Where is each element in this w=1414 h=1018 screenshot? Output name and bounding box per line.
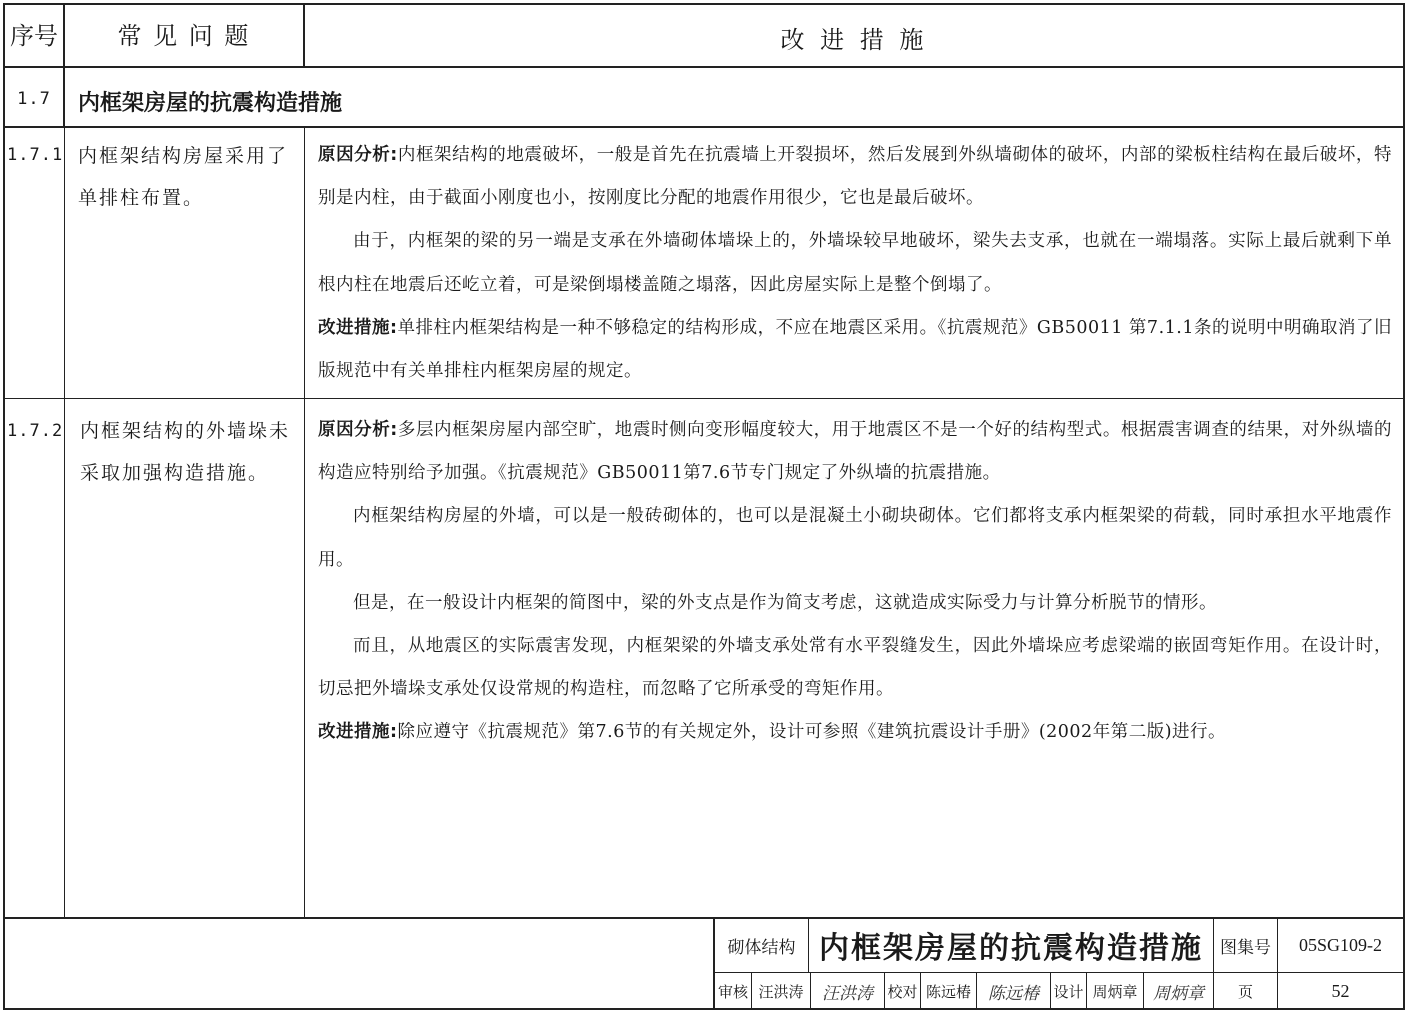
row-number: 1.7.2	[7, 421, 64, 441]
title-block-atlas-label: 图集号	[1220, 937, 1271, 958]
measure-paragraph: 改进措施:单排柱内框架结构是一种不够稳定的结构形成，不应在地震区采用。《抗震规范》GB50011 第7.1.1条的说明中明确取消了旧版规范中有关单排柱内框架房屋的规定。	[318, 317, 1392, 382]
measure-label: 改进措施:	[318, 317, 398, 338]
check-name: 陈远椿	[925, 983, 971, 1001]
cause-label: 原因分析:	[318, 145, 398, 165]
check-signature: 陈远椿	[988, 984, 1039, 1004]
cause-paragraph: 原因分析:多层内框架房屋内部空旷，地震时侧向变形幅度较大，用于地震区不是一个好的结构型式。根据震害调查的结果，对外纵墙的构造应特别给予加强。《抗震规范》GB50011第7.6节专门规定了外纵墙的抗震措施。	[318, 420, 1393, 484]
problem-text: 内框架结构房屋采用了 单排柱布置。	[78, 145, 289, 209]
design-signature: 周炳章	[1153, 984, 1204, 1004]
measure-label: 改进措施:	[318, 722, 398, 743]
cause-paragraph: 而且，从地震区的实际震害发现，内框架梁的外墙支承处常有水平裂缝发生，因此外墙垛应考虑梁端的嵌固弯矩作用。在设计时，切忌把外墙垛支承处仅设常规的构造柱，而忽略了它所承受的弯矩作用。	[318, 636, 1392, 700]
design-name: 周炳章	[1092, 983, 1138, 1001]
measure-paragraph: 改进措施:除应遵守《抗震规范》第7.6节的有关规定外，设计可参照《建筑抗震设计手册》(2002年第二版)进行。	[318, 722, 1227, 743]
measure-text	[318, 134, 1392, 393]
title-block-title: 内框架房屋的抗震构造措施	[819, 931, 1203, 966]
cause-label: 原因分析:	[318, 420, 398, 440]
page-label: 页	[1237, 983, 1253, 1001]
review-name: 汪洪涛	[758, 983, 804, 1001]
cause-paragraph: 内框架结构房屋的外墙，可以是一般砖砌体的，也可以是混凝土小砌块砌体。它们都将支承内框架梁的荷载，同时承担水平地震作用。	[318, 506, 1392, 570]
title-block-atlas-number: 05SG109-2	[1298, 934, 1382, 955]
section-number: 1.7	[17, 89, 51, 109]
review-label: 审核	[717, 983, 748, 1001]
column-divider-problem-lower	[304, 127, 305, 918]
check-label: 校对	[887, 983, 918, 1001]
design-label: 设计	[1053, 983, 1084, 1001]
cause-paragraph: 原因分析:内框架结构的地震破坏，一般是首先在抗震墙上开裂损坏，然后发展到外纵墙砌体的破坏，内部的梁板柱结构在最后破坏，特别是内柱，由于截面小刚度也小，按刚度比分配的地震作用很少，它也是最后破坏。	[318, 145, 1393, 209]
measure-text	[318, 409, 1392, 755]
header-divider	[3, 66, 1405, 68]
header-problem: 常 见 问 题	[117, 22, 251, 50]
cause-paragraph: 但是，在一般设计内框架的简图中，梁的外支点是作为简支考虑，这就造成实际受力与计算分析脱节的情形。	[353, 592, 1217, 613]
column-divider-number-lower	[64, 127, 65, 918]
page-number: 52	[1331, 981, 1350, 1001]
review-signature: 汪洪涛	[822, 984, 873, 1004]
row-number: 1.7.1	[7, 145, 64, 165]
header-number: 序号	[10, 22, 58, 50]
cause-paragraph: 由于，内框架的梁的另一端是支承在外墙砌体墙垛上的，外墙垛较早地破坏，梁失去支承，也就在一端塌落。实际上最后就剩下单根内柱在地震后还屹立着，可是梁倒塌楼盖随之塌落，因此房屋实际上是整个倒塌了。	[318, 231, 1392, 295]
title-block-category: 砌体结构	[727, 937, 796, 958]
column-divider-number	[63, 3, 65, 127]
header-measure: 改 进 措 施	[780, 26, 928, 54]
section-divider	[3, 126, 1405, 128]
problem-text: 内框架结构的外墙垛未 采取加强构造措施。	[80, 420, 291, 484]
section-title: 内框架房屋的抗震构造措施	[78, 91, 343, 116]
row-divider	[3, 398, 1405, 399]
